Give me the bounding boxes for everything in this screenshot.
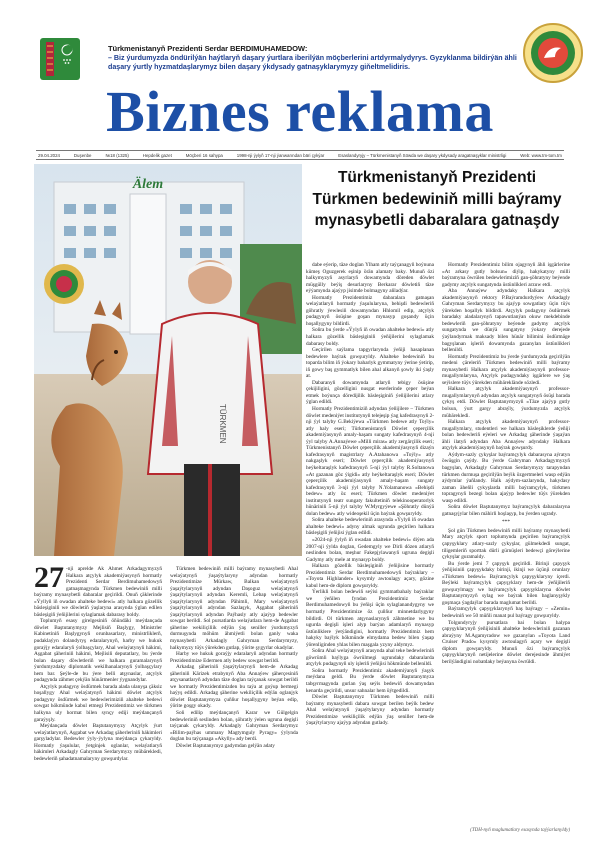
issue-website: Web: www.tm-tom.tm [520,152,562,158]
article-paragraph: Türkmen bedewiniň milli baýramy mynasybetli Ahal welaýatynyň ýaşaýtylaryny adyndan hormatly Prezidentimize Mürkaw, Balkan welaýatynyň ýaşaýtylarynyň adyndan Daşoguz welaýatynyň ýaşaýtylarynyň adyndan Keremli, Lebap welaýatynyň ýaşaýtylarynyň adyndan Pähimli, Mary welaýatynyň ýaşaýtylarynyň adyndan Sazlaşyk, Aşgabat şäheriniň ýaşaýtylarynyň adyndan Paýhasly atly ajaýyp bedewler sowgat berildi. Sol pursatlarda welaýatlara hem-de Aşgabat şäherine wekiliçiliik edýän ýaş seniller ýurdumyzyň durmuşynda möhüm ähmiýetli bolan ganly waka mynasybetli Arkadagly Gahryman Serdarymyzy, halkymyzy tüýs ýürekden gutlap, ýörite şygyrlar okadylar. [170,566,298,651]
issue-founder: Esaslandyryjy – Türkmenistanyň Söwda we daşary ykdysady aragatnaşyklar ministrligi [338,152,507,158]
article-paragraph: Halkara atçylyk akademiýasynyň professor-mugallymlarynyň adyndan atçylyk sungatynyň ösüşi barada çykyş etdi. Döwlet Baştutanymyzyň «Täze ajaýyp gutly bolsun, ýurt garşy abraýly, ýurdumyzda atçylyk mübärekledi. [442,386,570,419]
article-paragraph: Geçirilen saýlama tapgyrlarynda ýeňiji hasaplanan bedewlere baýrak gowşuryldy. Ahalteke bedewiniň bu toparda bilim iň ýokary baharlyk gymmatyny ýerine ýetirip, iň gowy baş gymmatlyk bilen ahal alkanyň şowly iki ýaşly at. [306,347,434,380]
article-paragraph: Meýdançada döwlet Baştutanymyzy Atçylyk ýurt welaýatlarynyň, Aşgabat we Arkadag şäherleriniň hákimleri garşyladylar. Bedewler ýyly-ýylyna meýdança çykaryldy. Hormatly ýaşulular, ýetginjek oglanlar, welaýatlaryň hákimleri Arkadagly Gahryman Serdarymyzy mübärekledi, bedewleriň şahadatnamalaryny gowşurdylar. [34,723,162,762]
issue-frequency: Hepdelik gazet [142,152,172,158]
article-paragraph: Döwlet Baştutanymyz Türkmen bedewiniň milli baýramy mynasybetli dabara sowgat berilen beýik bedew Ahal welaýatynyň ýaşaýtylaryny adyndan hormatly Prezidentimize wekiliçilik edýän ýaş seniller hem-de ýaşaýtylaryny ajaýyp adyndan gutlady. [306,694,434,727]
issue-pages: Möçberi 16 sahypa [185,152,223,158]
article-column-4 [442,262,570,824]
article-paragraph: Arkadag şäheriniň ýaşaýtylarynyň hem-de Arkadag şäheriniň Kärizek etrabynyň Aba Annaýew şäherçesiniň atçysanatlaryň adyndan täze doglan taýçanak sowgat berildi we hormatly Prezidentimizden bu taýa at goýup bermegi haýyş edildi. Arkadag şäherine wekiliçilik edýän oglanjyk döwlet Baştutanymyza çuňňur hoşallygyny beýan edip, ýörite goşgy okady. [170,664,298,710]
issue-number: №18 (1325) [105,152,129,158]
article-paragraph: Soňra hormatly Prezidentimiz akademiýanyň ýaşyk meýdana geldi. Bu ýerde döwlet Baştutanymyza tabşyrmagynda gurlan ýaş seýis bedewiň dowamyndan kenarda geçirildi, unsur sahnalar hem üýtgedildi. [306,667,434,694]
article-paragraph: Dabaranyň dowamynda atlaryň tebigy ösüşine çekijiligini, gözelligini nusgat eserlerinde çeper beýan etmek boýunça döredijilik bäsleşiginiň ýeňijilerini atlary ýglan edildi. [306,379,434,406]
article-paragraph: Tolgundyryjy pursatlara bai bolan halypa çapyşyklarynyň ýeňijisiniň ahalteke bedewleriniň gazanan abraýyny M.Agamyradow we gazanylan «Toyota Land Cruiser Prado» kysymly awtoulagyň açary we degişli diplom gowşuryldy. Munuň özi baýramçylyk çapyşyklarynyň netijelerine döwlet derejesinde ähmiýet berilýändigini nobatdaky beýanyna öwrüldi. [442,619,570,665]
article-paragraph: Soňra ahalteke bedewleriniň arasynda «Ýylyň iň owadan ahalteke bedewi» adyny almak ugrunda geçirilen halkara bäsleşigiň ýeňijisi ýglan edildi. [306,517,434,537]
article-paragraph: Soňra Ahal welaýatynyň arasynda ahal teke bedewleriniň göwrümli baýlyga öwrülmegi ugrundaky dabaralarda atçylyk pudagynyň uly işleriň ýeňijisi hökmünde bellenildi. [306,648,434,668]
article-column-3 [306,262,434,824]
article-headline: Türkmenistanyň Prezidenti Türkmen bedewiniň milli baýramy mynasybetli dabaralara gatnaşdy [312,169,562,229]
article-paragraph: Soň edilip meýdançanyň Karar we Gülgelgin bedewleriniň seslinden bolan, şöhratly ýelen ugruna degişli taýçanak çykaryldy. Arkadagly Gahryman Serdarymyz «Bilim-paýhas ummany Magtymguly Pyragy» ýylynda doglan bu taýçanaga «Akylly» ady berdi. [170,710,298,743]
article-paragraph: Atçylyk pudagyny ösdürmek barada alada ulanyşa çäksiz hoşallygy Ahal welaýatynyň hákimi döwlet atçylyk pudagyny ösdürmek we bedewlerimiziň ahalteke bedewi sowgat hökmünde kabul etmegi Prezidentimiz we türkmen halkyna uly hormat bilen synçy ediji meýdançanyň garaýyşly. [34,683,162,723]
article-paragraph: Soňra döwlet Baştutanymyz baýramçylyk dabaralaryna gatnaşyjylar bilen mähirli hoşlaşyp, bu ýerden ugrady. [442,504,570,517]
article-column-2 [170,566,298,824]
section-separator: *** [502,519,510,526]
jacket-text: TÜRKMEN [218,404,227,444]
issue-meta-bar [36,150,564,160]
article-paragraph: Halkara gözellik bäsleşiginiň ýeňijisine hormatly Prezidentimiz Serdar Berdimuhamedowyň baýraklary – «Toyota Highlander» kysymly awtoulagy açary, gözine kabul hem-de diplom gowşuryldy. [306,563,434,589]
article-paragraph: Döwlet Baştutanymyz gadymdan gelýän adaty [176,742,275,749]
article-column-1 [34,566,162,824]
article-paragraph: «2024-nji ýylyň iň owadan ahalteke bedewi» diýen ada 2007-nji ýylda doglan, Gedemgyly we Dirli dözen atlaryň neslinden bolan, meşhur Fakepjylawanyň ugruna degişli Gadymy atly mele at mynasyp boldy. [306,536,434,563]
president-quote: – Biz ýurdumyzda öndürilýän haýtlaryň daşary ýurtlara iberilýän möçberlerini artdyrmalydyrys. Gyzyklanma bildirýän ähli daşary ýurtly hyzmatdaşlarymyz bilen daşary ýkdysady gatnaşyklarymyzy giňeltmelidiris. [108,54,517,72]
article-paragraph: Halkara atçylyk akademiýasynyň professor-mugallymlary, studentleri we halkara bäsleşiklerde ýeňiji bolan bedewleriň eýeleri we Arkadag şäherinde ýaşaýan ähli ilatyň adyndan Aba Annaýew adyndaky Halkara atçylyk akademiýasynyň baýrak gowşurdy. [442,419,570,452]
article-paragraph: Harby we hukuk goraýjy edaralaryň adyndan hormatly Prezidentimize Edermen atly bedew sowgat berildi. [170,651,298,664]
article-paragraph: Bu ýerde jemi 7 çapyşyk geçirildi. Birinji çapyşyk ýeňijisiniň çapyşykdaky birinji, ikinji we üçünji orunlary «Türkmen bedewi» Baýramçylyk çapyşyklaryny içerdi. Beýleki baýramçylyk çapyşyklary hem-de ýeňijileriň gowşurylmagy we baýramçylyk çapyşyklaryna döwlet Baştutanymyzyň sylag we baýrak bilen baglanyşykly goşmaça ýagdaýlar barada maglumat berildi. [442,560,570,606]
article-paragraph: Aýdym-sazly çykyşlar baýramçylyk dabarasyna aýratyn öwüşgin çaýdy. Bu ýerde Gahryman Arkadagymyzyň bagyşlan, Arkadagly Gahryman Serdarymyzy tarapyndan türkmen durmuşa geçirilýän beýik özgertmeleri wasp edýän aýdymlar ýaňlandy. Halk aýdym-sazlarynda, hakydasy zaman äheňli çykyşlarda milli baýramçylyk, türkmen topragynyň bezegi bolan ajaýyp bedewler tüýs ýürekden wasp edildi. [442,451,570,504]
article-paragraph: 27 -nji aprelde Ak Ahmet Arkadagymyzyň Halkara atçylyk akademiýasynyň hormatly Prezidenti Serdar Berdimuhamedowyň gatnaşmagynda Türkmen bedewiniň milli baýramy mynasybetli dabaralar geçirildi. Onuň çäklerinde «Ýyllyň iň owadan ahalteke bedewi» atly halkara gözellik bäsleşiginiň we döwletiň ýaşlaryna arasynda ýglan edilen bäsleşigiň ýeňijilerini sylaglamak dabarasy boldy. [34,566,162,618]
masthead-title: Biznes reklama [106,79,494,144]
article-paragraph: Soňra bu ýerde «Ýylyň iň owadan ahalteke bedewi» atly halkara gözellik bäsleşiginiň ýeňijilerini sylaglamak dabarasy boldy. [306,327,434,347]
source-note: (TDH-nyň maglumatlary esasynda taýýarlanyldy) [470,828,570,833]
article-paragraph: Baýramçylyk çapyşyklarynyň baş baýragy – «Zemin» bedewiniň we 50 müňli manat pul baýragy gowşuryldy. [442,606,570,619]
article-paragraph: Aba Annaýew adyndaky Halkara atçylyk akademiýasynyň rektory P.Baýramdurdyýew Arkadagly Gahryman Serdarymyzy bu ajaýyp sowgatlary üçin tüýs ýürekden hoşallyk bildirdi. Atçylyk pudagyny ösdürmek baradaky aladalarynyň tapawutlanýan okuw mekdebinde bedewleriň gan-şöhratyny beýende gadymy atçylyk sungatynda we dünýä sungatyny ýokary derejede ýaýlandyrmak maksady bilen hünär bilimini ösdürmäge bagyşlanan işleriň dowamynda gazanylan üstünlikleri bellenildi. [442,288,570,354]
state-emblem-icon [38,36,82,82]
article-paragraph: Hormatly Prezidentimiz bilim ojagynyň ähli işgärlerine «At arkasy gutly bolsun» diýip, hakykatyny milli baýramyna öwrülen bedewlerimiziň gan-şöhratyny beýende gadymy atçylyk sungatynda üstünlikleri arzuw etdi. [442,262,570,288]
issue-since: 1998-nji ýylyň 17-nji ýanwarından bäri çykýar [236,152,325,158]
article-paragraph: Hormatly Prezidentimiz bu ýerde ýurdumyzda geçirilýän medeni çäreleriň Türkmen bedewiniň milli baýramy mynasybetli Halkara atçylyk akademiýasynyň professor-mugallymlaryna, Atçylyk pudagyndaky işgärlere we ýaş seýislere tüýs ýürekden mübäreklände sözledi. [442,353,570,386]
article-paragraph: Hormatly Prezidentimiziň adyndan ýeňijilere – Türkmen döwlet medeniýet institutynyň telejeşip ýag kafedrasynyň 2-nji ýyl talyby G.Bekiýewa «Türkmen bedewe atly Toýly» atly haly eseri; Türkmenistanyň Döwlet çeperçilik akademiýasynyň amaly-haşam sungaty kafedrasynyň 4-nji ýyl talyby A.Annaýewe «Milli miras» atly zergärçilik eseri; Türkmenistanyň Döwlet çeperçilik akademiýasynyň dizaýn kafedrasynyň magistrlary A.Atahanowa «Toýly» atly nakgaşlyk eseri; Döwlet çeperçilik akademiýasynyň heýkeltaraşlyk kafedrasynyň 5-nji ýyl talyby R.Soltanowa «At gazanan göz ýigidi» atly heýkeltaraşlyk eseri; Döwlet çeperçilik akademiýasynyň amaly-haşam sungaty kafedrasynyň 3-nji ýyl talyby N.Yolamanowa «Behişdi bedew» atly öz eseri; Türkmen döwlet medeniýet institutynyň teatr sungaty fakultetiniň telekinooperatorlyk hünäriniň 5-nji ýyl talyby W.Myrgyýewe «Şöhratly dünýä dolan bedew» atly wideoşekil üçin baýrak gowşuryldy. [306,406,434,517]
article-paragraph: Ýerlikli bolan bedewiň seýisi gymmatbahaly baýraklar we ýeňilen fyndan Prezidentimiz Serdar Berdimuhamedowyň bu ýeňişi üçin sylaglanandygyny we hormatly Prezidentimize öz çuňňur minnetdarlygyny bildirdi. Ol türkmen atşynaslarynyň zähmetine we bu ugurda degişli işleri alyp barýan adamlaryň mynasyp üstünliklere ýetýändigini, hormatly Prezidentimiz hem hakyky baýlyk hökmünde elmydama bedew bilen ýaşap ýörenliginden yhlas bilen maşgala yzyny aldymyz. [306,589,434,648]
dropcap: 27 [34,566,64,594]
article-photo [34,164,302,556]
article-paragraph: Şol gün Türkmen bedewiniň milli baýramy mynasybetli Mary atçylyk sport toplumynda geçirilen baýramçylyk çapyşyklary atlary-sazly çykyşlar, gülmekdedi sungat, tiligemleriň sporttak dürli gürnüşleri bedewçi göreýlerine çykyşlar guramaldy. [442,527,570,561]
issue-date: 29.04.2024 [38,152,60,158]
newspaper-header [0,0,600,160]
issue-weekday: Duşenbe [73,152,92,158]
article-paragraph: Toplumyň esasy girelgesiniň öňündäki meýdançada döwlet Baştutanymyzy Mejlisiň Başlygy, Ministrler Kabinetiniň Başlygynyň orunbasarlary, ministrliklerň, pudaklaýyn dolandyryş edaralarynyň, harby we hukuk goraýjy edaralaryň ýolbaşçylary, Ahal welaýatynyň hákimi, Aşgabat şäheriniň hákimi, Mejlisiň deputatlary, bu ýerde bolan daşary döwletleriň we halkara guramalarynyň ýurdumyzdaky diplomatik wekilhanalarynyň ýolbaşçylary hem bar. Şeýle-de bu ýere belli atşynaslar, atçylyk pudagynda zähmet çekýän hünärmenler ýygnandylar. [34,618,162,684]
building-sign: Älem [132,177,164,192]
article-paragraph: dabe eýerip, täze doglan Ýlham atly taýçanagyň boýnuna kümeş Oguzgerek eşinip örän alamaty baky. Munuň özi halkymyzyň asyrlaryň dowamynda döreden döwlet müşgülly beýiş desurlaryny Berkarar döwletiň täze eýýamynda ajaýyp jisimde bolmagyny aňladýar. [306,262,434,295]
article-paragraph: Hormatly Prezidentimiz dabaralara gatnaşan welaýatlaryň hormatly ýaşulularyna, behişdi bedewleriň göhratly ýewlesiň dowamyndan Hhlomil edip, atçylyk pudagynyň ösüşine goşan mynasyp goşandy üçin hoşallygyny bildirdi. [306,294,434,327]
ministry-emblem-icon [522,22,584,84]
president-line: Türkmenistanyň Prezidenti Serdar BERDIMUHAMEDOW: [108,44,308,53]
